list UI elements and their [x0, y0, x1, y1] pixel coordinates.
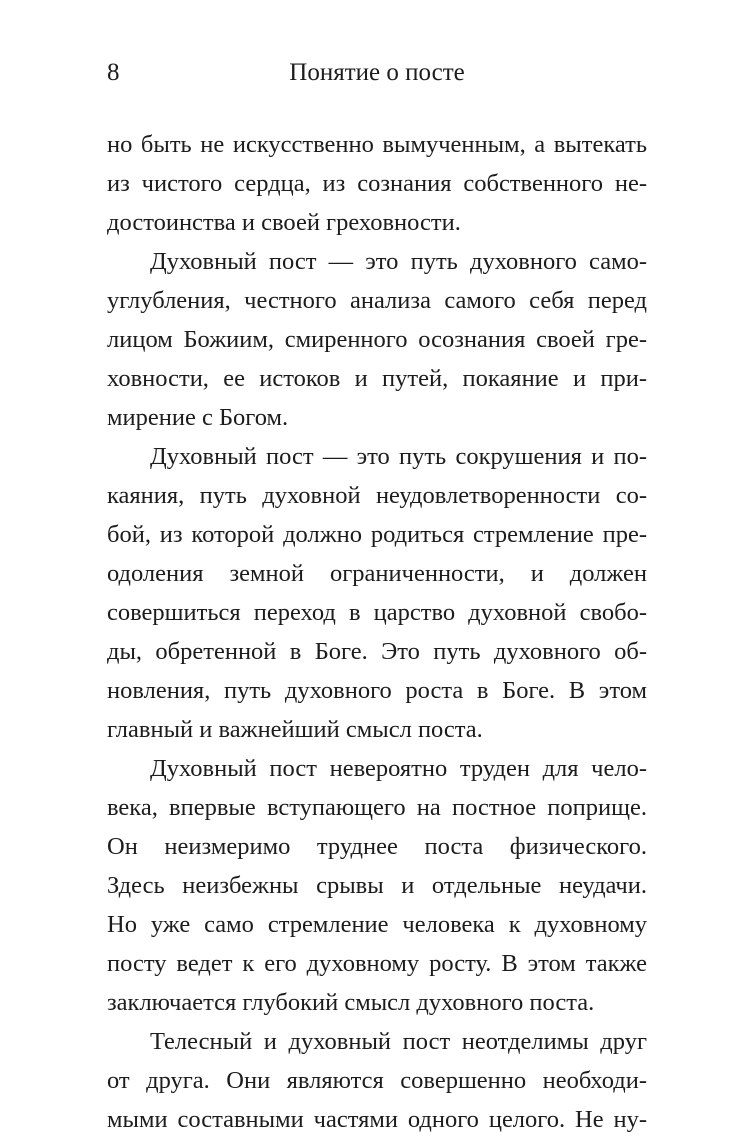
text-line: Духовный пост — это путь духовного само- [150, 248, 647, 275]
text-line: каяния, путь духовной неудовлетворенности со- [107, 482, 647, 509]
text-line: лицом Божиим, смиренного осознания своей гре- [107, 326, 647, 353]
running-header [107, 56, 647, 90]
text-line: заключается глубокий смысл духовного поста. [107, 989, 595, 1016]
text-line: мыми составными частями одного целого. Не ну- [107, 1106, 647, 1133]
text-line: Здесь неизбежны срывы и отдельные неудачи. [107, 872, 647, 899]
text-line: от друга. Они являются совершенно необходи- [107, 1067, 647, 1094]
text-line: Духовный пост — это путь сокрушения и по- [150, 443, 647, 470]
paragraph [107, 1022, 647, 1139]
text-line: ховности, ее истоков и путей, покаяние и при- [107, 365, 647, 392]
running-title: Понятие о посте [289, 59, 465, 86]
page-number: 8 [107, 59, 120, 86]
paragraph [107, 125, 647, 242]
text-line: мирение с Богом. [107, 404, 289, 431]
text-line: углубления, честного анализа самого себя перед [107, 287, 647, 314]
text-line: бой, из которой должно родиться стремление пре- [107, 521, 647, 548]
text-line: ды, обретенной в Боге. Это путь духовного об- [107, 638, 647, 665]
paragraph [107, 242, 647, 437]
text-line: одоления земной ограниченности, и должен [107, 560, 647, 587]
text-line: века, впервые вступающего на постное поприще. [107, 794, 647, 821]
text-line: Духовный пост невероятно труден для чело- [150, 755, 647, 782]
text-line: Телесный и духовный пост неотделимы друг [150, 1028, 647, 1055]
text-line: из чистого сердца, из сознания собственного не- [107, 170, 647, 197]
paragraph [107, 437, 647, 749]
text-line: совершиться переход в царство духовной свобо- [107, 599, 647, 626]
text-line: достоинства и своей греховности. [107, 209, 461, 236]
text-line: Но уже само стремление человека к духовному [107, 911, 647, 938]
paragraph [107, 749, 647, 1022]
text-line: Он неизмеримо труднее поста физического. [107, 833, 647, 860]
text-line: но быть не искусственно вымученным, а вытекать [107, 131, 647, 158]
text-line: главный и важнейший смысл поста. [107, 716, 483, 743]
text-line: посту ведет к его духовному росту. В этом также [107, 950, 647, 977]
text-line: новления, путь духовного роста в Боге. В этом [107, 677, 647, 704]
body-text [107, 125, 647, 1139]
